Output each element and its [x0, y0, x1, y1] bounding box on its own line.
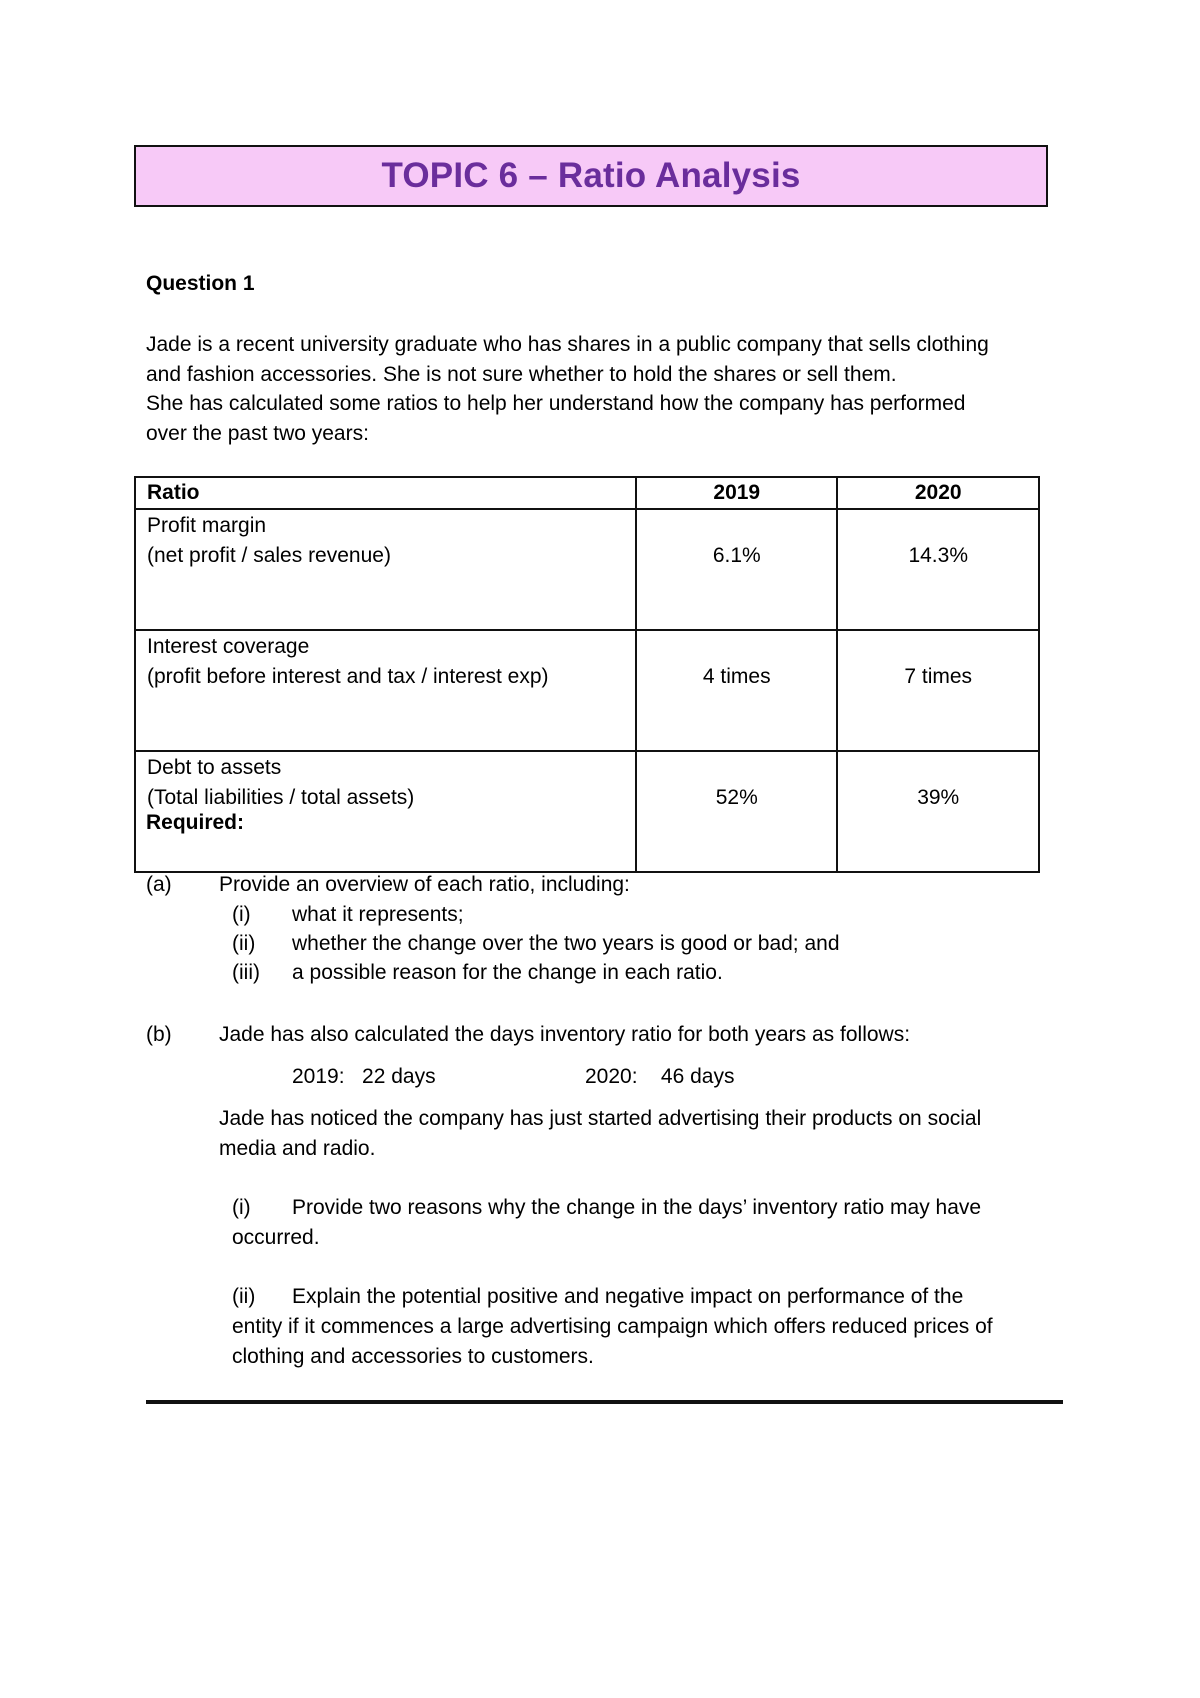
table-row-profit-margin: [135, 509, 1039, 630]
intro-line: She has calculated some ratios to help her understand how the company has performed: [146, 392, 966, 415]
part-a-item-text: what it represents;: [292, 903, 464, 926]
ratio-name: Profit margin: [147, 514, 267, 537]
intro-line: Jade is a recent university graduate who has shares in a public company that sells clothing: [146, 333, 989, 356]
value-2019: 6.1%: [636, 509, 837, 630]
intro-paragraph: [146, 330, 1046, 448]
table-row-interest-coverage: [135, 630, 1039, 751]
ratio-name-cell: [135, 630, 636, 751]
page-title: TOPIC 6 – Ratio Analysis: [381, 156, 801, 195]
part-b-para-line: Jade has noticed the company has just started advertising their products on social: [219, 1107, 982, 1130]
part-a-item-label: (iii): [232, 961, 260, 984]
part-b-para-line: media and radio.: [219, 1137, 376, 1160]
table-header-row: [135, 477, 1039, 509]
part-a-item-text: whether the change over the two years is good or bad; and: [292, 932, 840, 955]
part-b-sub-text: entity if it commences a large advertising campaign which offers reduced prices of: [232, 1315, 993, 1338]
part-a-text: Provide an overview of each ratio, including:: [219, 873, 630, 896]
header-2020: 2020: [837, 477, 1039, 509]
table-row-debt-to-assets: [135, 751, 1039, 872]
part-a-label: (a): [146, 873, 172, 896]
intro-line: and fashion accessories. She is not sure whether to hold the shares or sell them.: [146, 362, 897, 386]
days-2020: 2020: 46 days: [585, 1065, 735, 1088]
question-heading: Question 1: [146, 272, 255, 295]
value-2019: 4 times: [636, 630, 837, 751]
part-b-sub-text: Provide two reasons why the change in the days’ inventory ratio may have: [292, 1196, 982, 1219]
part-b-sub-text: clothing and accessories to customers.: [232, 1345, 594, 1368]
header-ratio: Ratio: [135, 477, 636, 509]
intro-line: over the past two years:: [146, 421, 369, 445]
ratio-formula: (net profit / sales revenue): [147, 543, 391, 567]
ratios-table: [134, 476, 1040, 873]
part-b-text: Jade has also calculated the days inventory ratio for both years as follows:: [219, 1023, 911, 1046]
ratio-name-cell: [135, 509, 636, 630]
value-2019: 52%: [636, 751, 837, 872]
ratio-formula: (Total liabilities / total assets): [147, 785, 415, 809]
part-b-label: (b): [146, 1023, 172, 1046]
value-2020: 39%: [837, 751, 1039, 872]
days-2019: 2019: 22 days: [292, 1065, 436, 1088]
part-b-sub-label: (ii): [232, 1285, 256, 1308]
ratio-formula: (profit before interest and tax / interest exp): [147, 664, 549, 688]
bottom-divider: [146, 1400, 1063, 1404]
title-banner: [134, 145, 1048, 207]
part-b-sub-text: Explain the potential positive and negative impact on performance of the: [292, 1285, 964, 1308]
ratio-name: Debt to assets: [147, 756, 282, 779]
part-a-item-text: a possible reason for the change in each ratio.: [292, 961, 723, 984]
value-2020: 14.3%: [837, 509, 1039, 630]
part-a-item-label: (i): [232, 903, 251, 926]
header-2019: 2019: [636, 477, 837, 509]
required-heading: Required:: [146, 811, 245, 834]
part-b-sub-label: (i): [232, 1196, 251, 1219]
ratio-name: Interest coverage: [147, 635, 310, 658]
part-a-item-label: (ii): [232, 932, 256, 955]
value-2020: 7 times: [837, 630, 1039, 751]
part-b-sub-text: occurred.: [232, 1226, 320, 1249]
